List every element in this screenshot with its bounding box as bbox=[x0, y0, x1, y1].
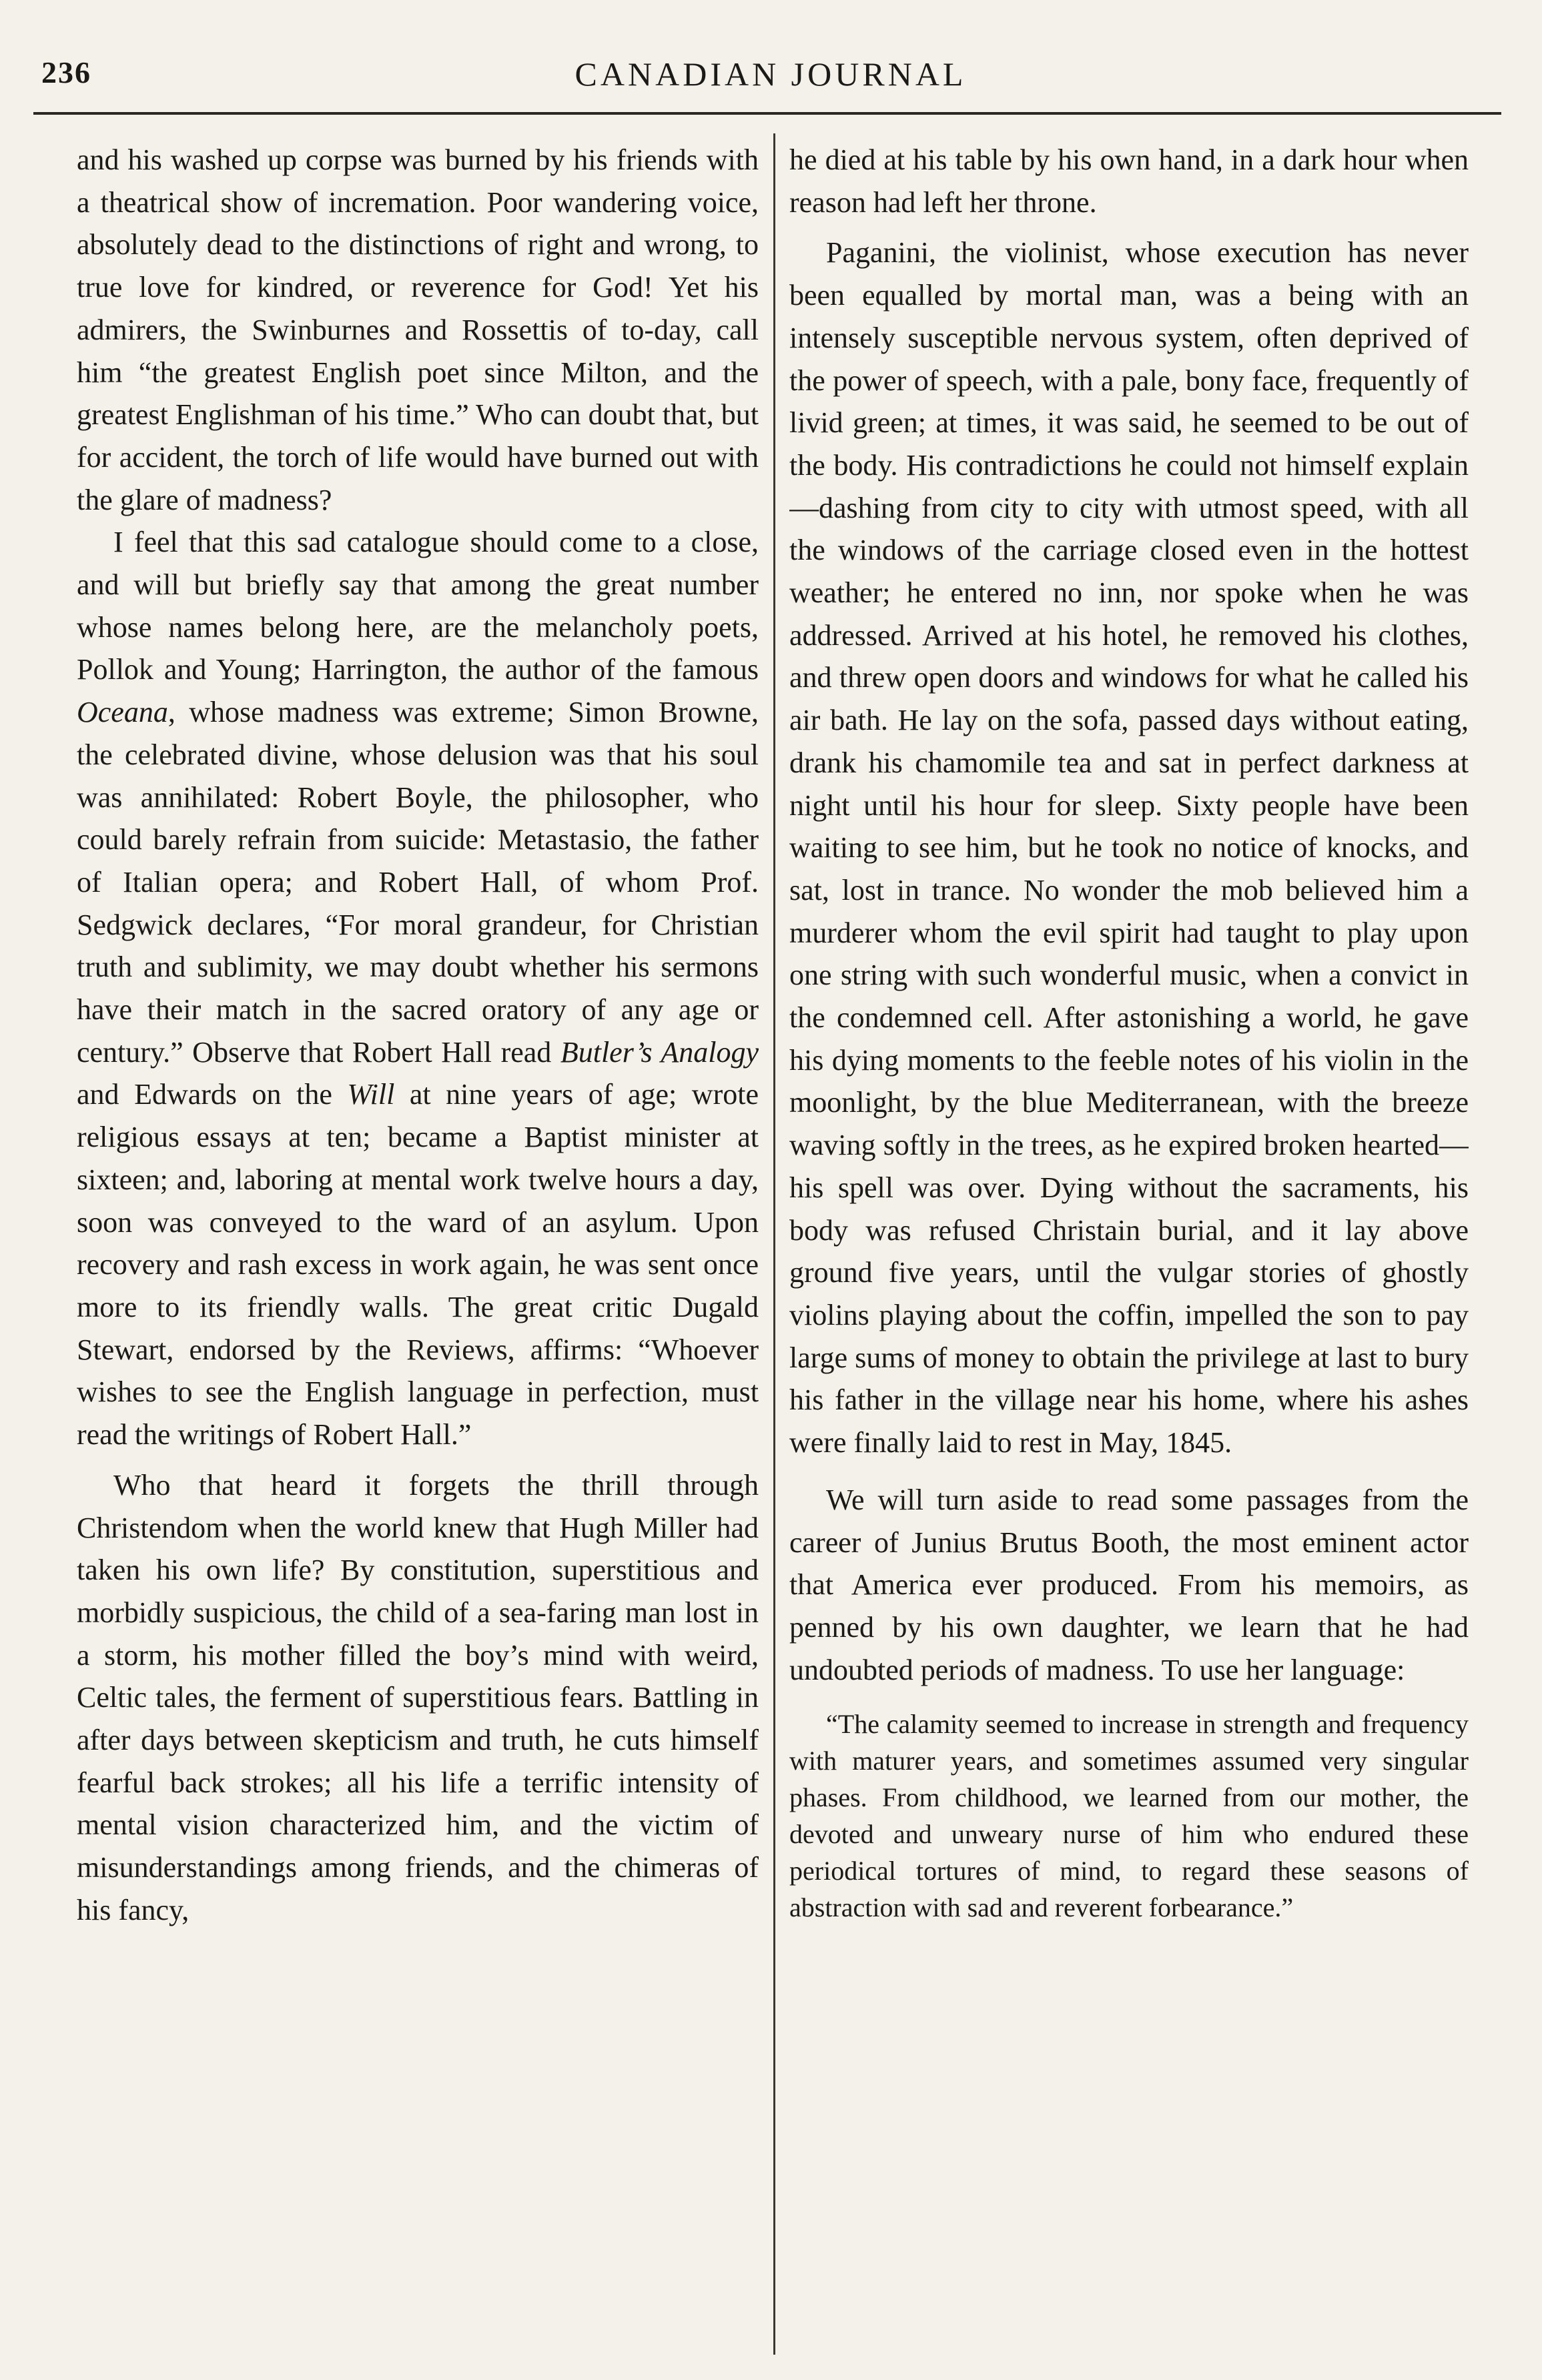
column-divider bbox=[773, 133, 775, 2355]
text-run: at nine years of age; wrote religious essays at ten; became a Baptist minister at sixteen; and, laboring at mental work twelve hours a day, soon was conveyed to the ward of an asylum. Upon recovery and rash excess in work again, he was sent once more to its friendly walls. The great critic Dugald Stewart, endorsed by the Reviews, affirms: “Whoever wishes to see the English language in perfection, must read the writings of Robert Hall.” bbox=[77, 1078, 759, 1451]
block-quote: “The calamity seemed to increase in strength and frequency with maturer years, and sometimes assumed very singular phases. From childhood, we learned from our mother, the devoted and unweary nurse of him who endured these periodical tortures of mind, to regard these seasons of abstraction with sad and reverent forbearance.” bbox=[789, 1709, 1469, 1923]
page-header bbox=[40, 41, 1501, 115]
paragraph: Who that heard it forgets the thrill through Christendom when the world knew that Hugh Miller had taken his own life? By constitution, superstitious and morbidly suspicious, the child of a sea-faring man lost in a storm, his mother filled the boy’s mind with weird, Celtic tales, the ferment of superstitious fears. Battling in after days between skepticism and truth, he cuts himself fearful back strokes; all his life a terrific intensity of mental vision characterized him, and the victim of misunderstandings among friends, and the chimeras of his fancy, bbox=[77, 1468, 759, 1926]
paragraph bbox=[77, 521, 759, 1455]
italic-title-analogy: Butler’s Analogy bbox=[560, 1035, 759, 1069]
paragraph: We will turn aside to read some passages from the career of Junius Brutus Booth, the most eminent actor that America ever produced. From his memoirs, as penned by his own daughter, we learn that he had undoubted periods of madness. To use her language: bbox=[789, 1483, 1469, 1686]
paragraph: Paganini, the violinist, whose execution has never been equalled by mortal man, was a being with an intensely susceptible nervous system, often deprived of the power of speech, with a pale, bony face, frequently of livid green; at times, it was said, he seemed to be out of the body. His contradictions he could not himself explain—dashing from city to city with utmost speed, with all the windows of the carriage closed even in the hottest weather; he entered no inn, nor spoke when he was addressed. Arrived at his hotel, he removed his clothes, and threw open doors and windows for what he called his air bath. He lay on the sofa, passed days without eating, drank his chamomile tea and sat in perfect darkness at night until his hour for sleep. Sixty people have been waiting to see him, but he took no notice of knocks, and sat, lost in trance. No wonder the mob believed him a murderer whom the evil spirit had taught to play upon one string with such wonderful music, when a convict in the condemned cell. After astonishing a world, he gave his dying moments to the feeble notes of his violin in the moonlight, by the blue Mediterranean, with the breeze waving softly in the trees, as he expired broken hearted—his spell was over. Dying without the sacraments, his body was refused Christain burial, and it lay above ground five years, until the vulgar stories of ghostly violins playing about the coffin, impelled the son to pay large sums of money to obtain the privilege at last to bury his father in the village near his home, where his ashes were finally laid to rest in May, 1845. bbox=[789, 236, 1469, 1459]
right-column bbox=[789, 139, 1469, 2367]
header-rule bbox=[33, 112, 1501, 115]
paragraph: and his washed up corpse was burned by his friends with a theatrical show of incremation. Poor wandering voice, absolutely dead to the distinctions of right and wrong, to true love for kindred, or reverence for God! Yet his admirers, the Swinburnes and Rossettis of to-day, call him “the greatest English poet since Milton, and the greatest Englishman of his time.” Who can doubt that, but for accident, the torch of life would have burned out with the glare of madness? bbox=[77, 143, 759, 516]
left-column bbox=[77, 139, 759, 2367]
running-head: CANADIAN JOURNAL bbox=[574, 55, 967, 93]
page-number: 236 bbox=[41, 55, 91, 89]
paragraph: he died at his table by his own hand, in a dark hour when reason had left her throne. bbox=[789, 143, 1469, 219]
text-run: and Edwards on the bbox=[77, 1078, 348, 1111]
text-run: I feel that this sad catalogue should come to a close, and will but briefly say that among the great number whose names belong here, are the melancholy poets, Pollok and Young; Harrington, the author of the famous bbox=[77, 526, 759, 686]
text-run: , whose madness was extreme; Simon Browne, the celebrated divine, whose delusion was that his soul was annihilated: Robert Boyle, the philosopher, who could barely refrain from suicide: Metastasio, the father of Italian opera; and Robert Hall, of whom Prof. Sedgwick declares, “For moral grandeur, for Christian truth and sublimity, we may doubt whether his sermons have their match in the sacred oratory of any age or century.” Observe that Robert Hall read bbox=[77, 696, 759, 1069]
italic-title-will: Will bbox=[347, 1078, 395, 1111]
italic-title-oceana: Oceana bbox=[77, 696, 168, 729]
